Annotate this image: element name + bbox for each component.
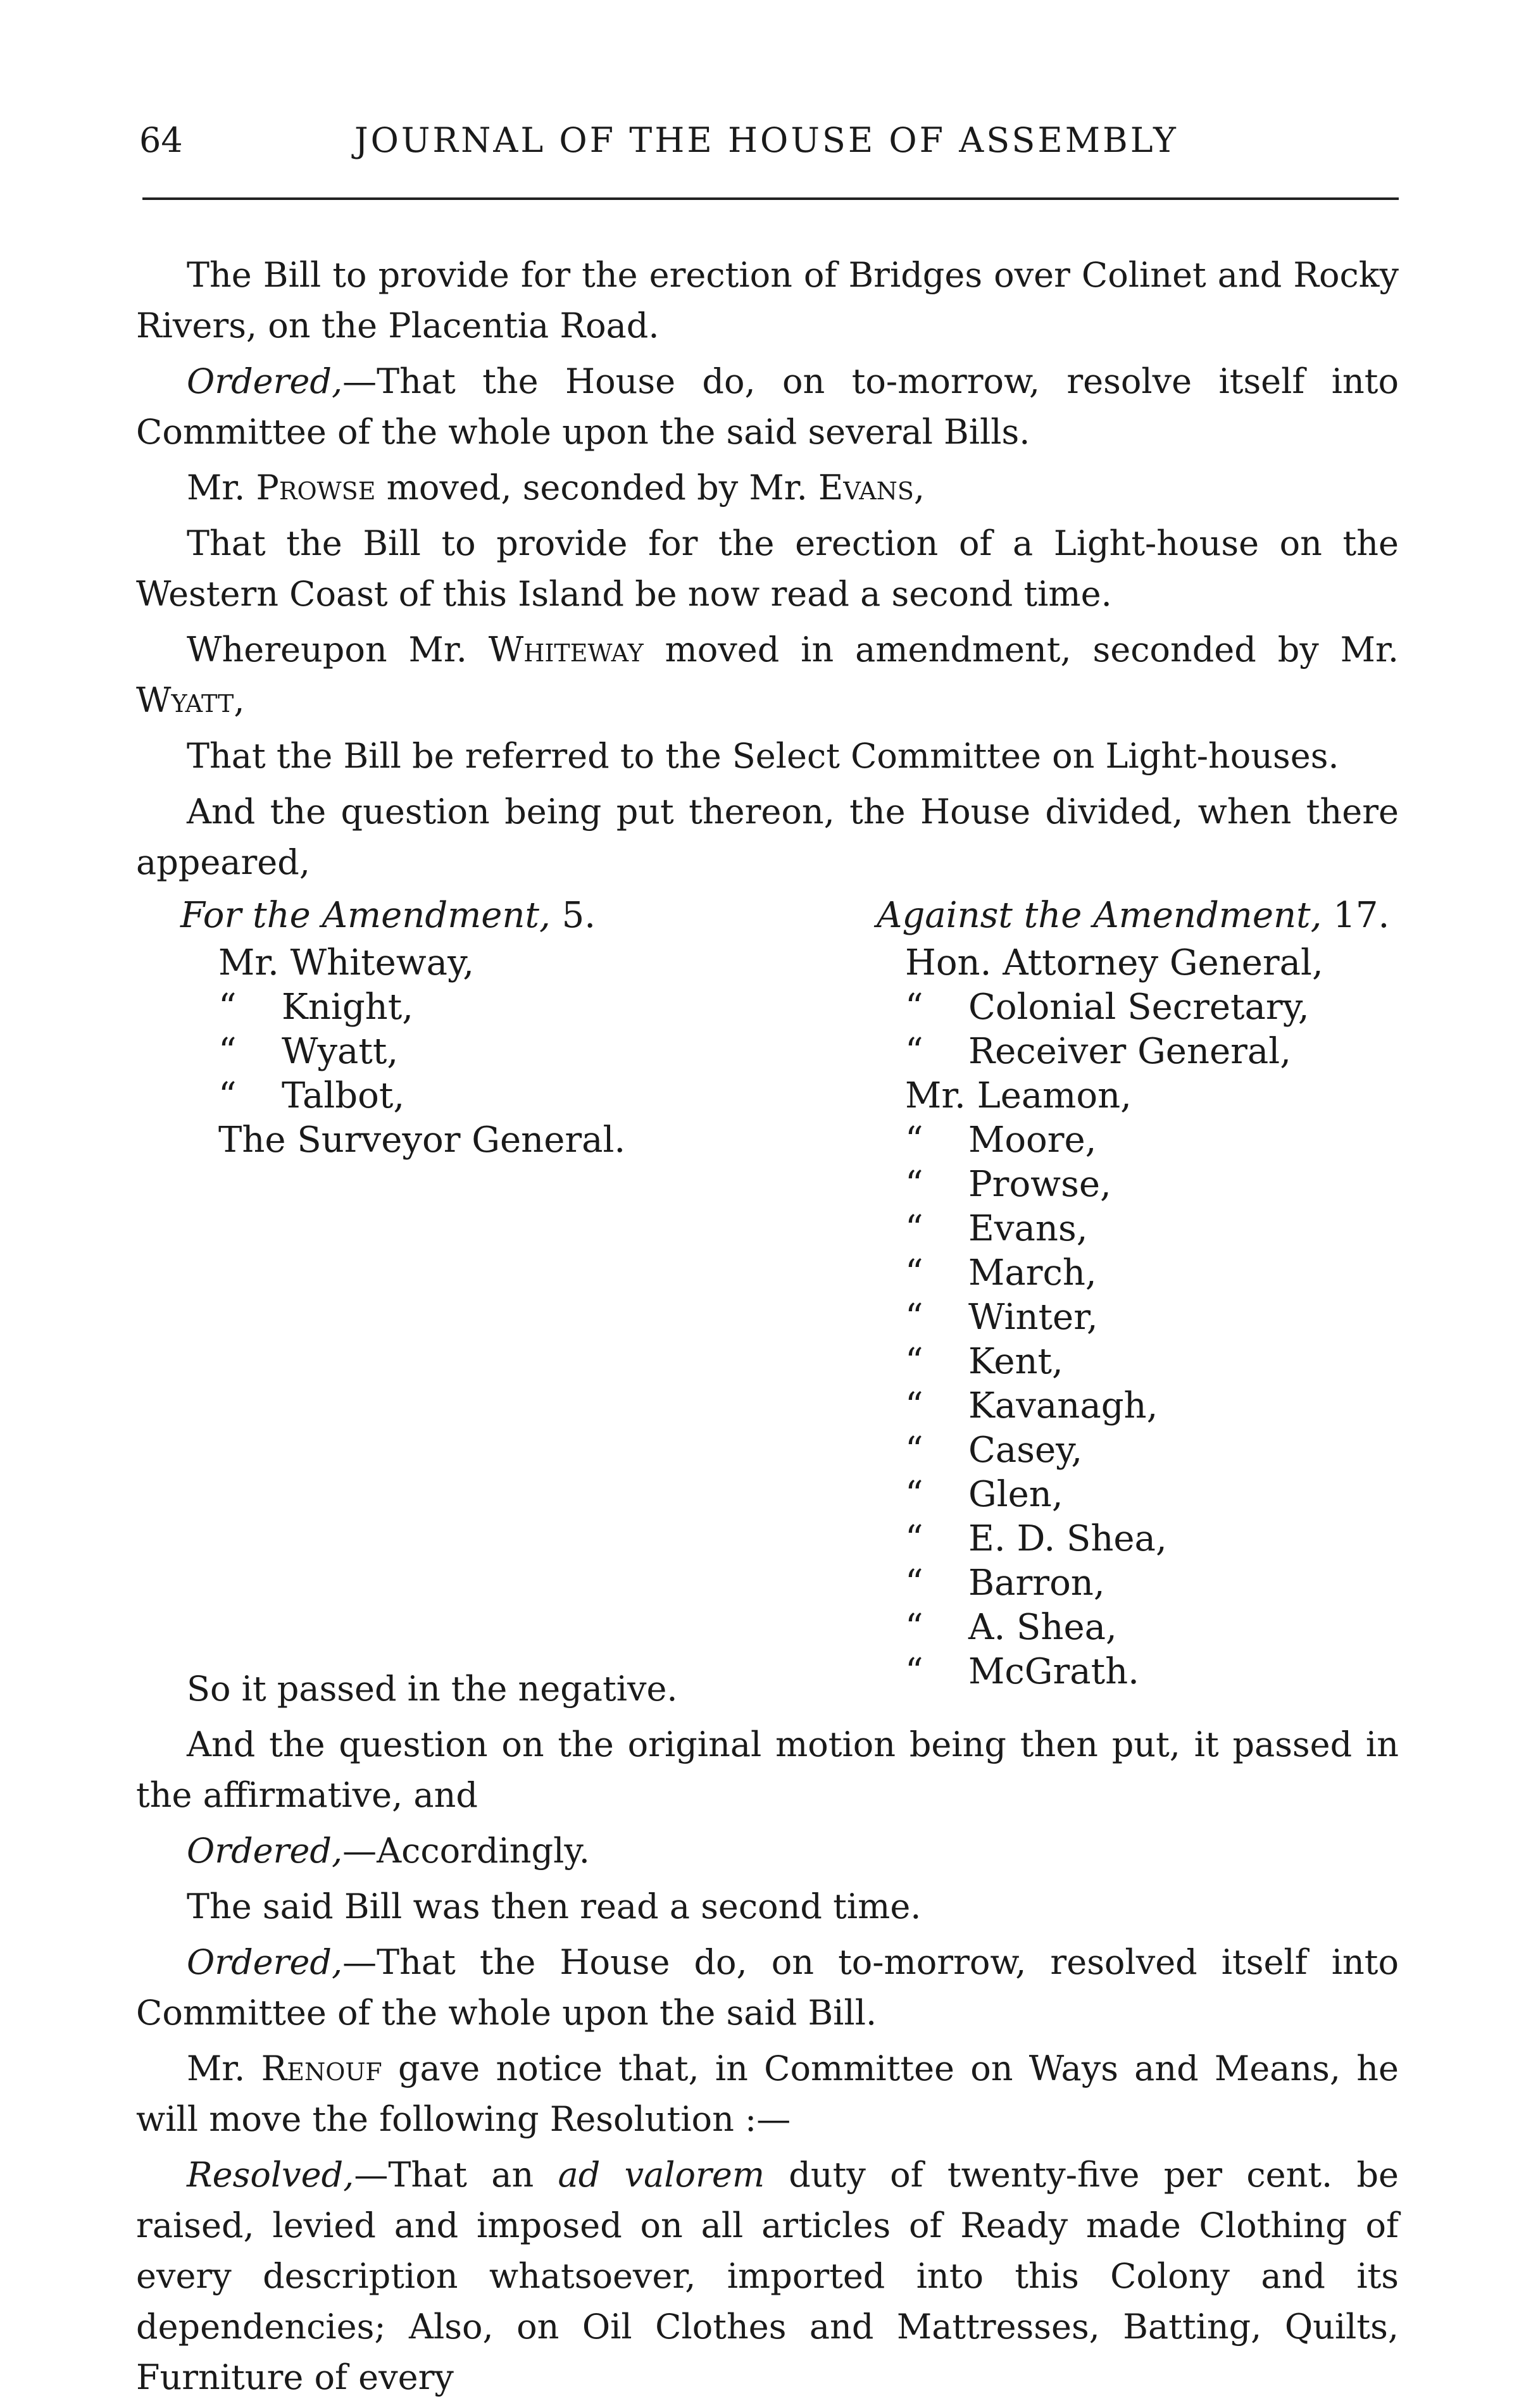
against-member-entry <box>877 1428 1396 1473</box>
ditto-mark: “ <box>905 1031 923 1072</box>
ordered-label: Ordered, <box>187 1942 343 1982</box>
against-member-entry <box>877 1251 1396 1295</box>
ditto-mark: “ <box>905 1518 923 1559</box>
against-member-entry <box>877 1030 1396 1074</box>
resolution-text: duty of twenty-five per cent. be raised, levied and imposed on all articles of Ready made Clothing of every description whatsoever, imported into this Colony and its dependencies; Also, on Oil Clothes and Mattresses, Batting, Quilts, Furniture of every <box>136 2155 1399 2397</box>
member-name: Whiteway, <box>278 942 475 983</box>
ditto-mark: “ <box>905 1164 923 1205</box>
ditto-mark: “ <box>905 1252 923 1294</box>
for-amendment-heading <box>180 893 750 939</box>
paragraph-division-intro: And the question being put thereon, the House divided, when there appeared, <box>136 792 1399 882</box>
member-name: Attorney General, <box>991 942 1323 983</box>
member-name: Colonial Secretary, <box>968 987 1310 1028</box>
ordered-text: —That the House do, on to-morrow, resolved itself into Committee of the whole upon the said Bill. <box>136 1942 1399 2033</box>
against-member-entry <box>877 1074 1396 1118</box>
paragraph-original-motion: And the question on the original motion being then put, it passed in the affirmative, and <box>136 1725 1399 1815</box>
ordered-label: Ordered, <box>187 1831 343 1871</box>
member-title: Mr. <box>218 942 279 983</box>
member-name: E. D. Shea, <box>968 1518 1167 1559</box>
member-name: Barron, <box>968 1563 1105 1604</box>
journal-body <box>136 250 1399 2408</box>
member-name: Knight, <box>282 987 414 1028</box>
member-name: Prowse, <box>968 1164 1111 1205</box>
member-wyatt: Wyatt <box>136 680 234 720</box>
member-name: Wyatt, <box>282 1031 399 1072</box>
paragraph-notice <box>136 2043 1399 2145</box>
paragraph-referral: That the Bill be referred to the Select Committee on Light-houses. <box>187 736 1339 776</box>
ditto-mark: “ <box>218 1075 237 1116</box>
amendment-text: Whereupon Mr. <box>187 630 489 670</box>
ordered-text: —That the House do, on to-morrow, resolve itself into Committee of the whole upon the said several Bills. <box>136 361 1399 452</box>
ditto-mark: “ <box>905 1120 923 1161</box>
against-member-entry <box>877 1561 1396 1606</box>
running-title: JOURNAL OF THE HOUSE OF ASSEMBLY <box>354 120 1178 160</box>
against-member-entry <box>877 1163 1396 1207</box>
member-title: Mr. <box>905 1075 966 1116</box>
member-name: Moore, <box>968 1120 1097 1161</box>
member-name: March, <box>968 1252 1097 1294</box>
member-name: Kavanagh, <box>968 1385 1158 1426</box>
paragraph-resolution <box>136 2150 1399 2403</box>
member-name: Talbot, <box>282 1075 405 1116</box>
for-member-entry <box>180 985 750 1030</box>
against-member-entry <box>877 985 1396 1030</box>
against-member-entry <box>877 1295 1396 1340</box>
against-member-entry <box>877 1207 1396 1251</box>
for-amendment-names <box>180 941 750 1163</box>
against-count: 17. <box>1322 895 1390 936</box>
member-name: Evans, <box>968 1208 1088 1249</box>
page-header <box>139 120 1399 171</box>
against-member-entry <box>877 1650 1396 1694</box>
for-member-entry <box>180 1030 750 1074</box>
member-name: Leamon, <box>965 1075 1132 1116</box>
paragraph-ordered-accordingly <box>136 1826 1399 1876</box>
paragraph-second-reading: The said Bill was then read a second time. <box>187 1887 922 1926</box>
ditto-mark: “ <box>905 1385 923 1426</box>
paragraph-lighthouse-bill: That the Bill to provide for the erection of a Light-house on the Western Coast of this Island be now read a second time. <box>136 523 1399 614</box>
motion-text: moved, seconded by Mr. <box>375 468 818 508</box>
against-amendment-names <box>877 941 1396 1694</box>
against-member-entry <box>877 1340 1396 1384</box>
paragraph-ordered-tomorrow <box>136 1937 1399 2038</box>
notice-text: gave notice that, in Committee on Ways and Means, he will move the following Resolution :— <box>136 2049 1399 2139</box>
motion-text: , <box>913 468 925 508</box>
ditto-mark: “ <box>905 1651 923 1692</box>
against-member-entry <box>877 1118 1396 1163</box>
ditto-mark: “ <box>905 1297 923 1338</box>
against-member-entry <box>877 1473 1396 1517</box>
ditto-mark: “ <box>905 1430 923 1471</box>
member-name: Kent, <box>968 1341 1063 1382</box>
for-member-entry <box>180 941 750 985</box>
ditto-mark: “ <box>218 1031 237 1072</box>
for-heading-label: For the Amendment, <box>180 895 551 936</box>
paragraph-bridges-bill: The Bill to provide for the erection of Bridges over Colinet and Rocky Rivers, on the Placentia Road. <box>136 255 1399 346</box>
ad-valorem-term: ad valorem <box>558 2155 765 2195</box>
against-member-entry <box>877 941 1396 985</box>
amendment-text: , <box>234 680 245 720</box>
member-name: Glen, <box>968 1474 1063 1515</box>
for-count: 5. <box>550 895 596 936</box>
ordered-label: Ordered, <box>187 361 343 401</box>
page-number: 64 <box>139 120 183 160</box>
member-whiteway: Whiteway <box>488 630 644 670</box>
ordered-text: —Accordingly. <box>342 1831 590 1871</box>
against-member-entry <box>877 1606 1396 1650</box>
member-name: Casey, <box>968 1430 1083 1471</box>
notice-text: Mr. <box>187 2049 261 2088</box>
member-prowse: Prowse <box>256 468 376 508</box>
motion-text: Mr. <box>187 468 256 508</box>
member-name: A. Shea, <box>968 1607 1117 1648</box>
against-amendment-column <box>877 893 1396 1694</box>
amendment-text: moved in amendment, seconded by Mr. <box>643 630 1399 670</box>
ditto-mark: “ <box>905 1563 923 1604</box>
ditto-mark: “ <box>905 987 923 1028</box>
member-renouf: Renouf <box>261 2049 382 2088</box>
header-rule <box>142 197 1399 200</box>
paragraph-motion <box>136 463 1399 513</box>
member-title: Hon. <box>905 942 992 983</box>
for-member-entry <box>180 1118 750 1163</box>
ditto-mark: “ <box>218 987 237 1028</box>
resolution-text: —That an <box>354 2155 558 2195</box>
for-member-entry <box>180 1074 750 1118</box>
ditto-mark: “ <box>905 1341 923 1382</box>
member-name: The Surveyor General. <box>218 1120 626 1161</box>
for-amendment-column <box>180 893 750 1163</box>
against-member-entry <box>877 1517 1396 1561</box>
paragraph-amendment <box>136 625 1399 726</box>
against-member-entry <box>877 1384 1396 1428</box>
paragraph-negative: So it passed in the negative. <box>187 1669 678 1709</box>
against-heading-label: Against the Amendment, <box>877 895 1322 936</box>
ditto-mark: “ <box>905 1474 923 1515</box>
ditto-mark: “ <box>905 1607 923 1648</box>
paragraph-ordered-committee <box>136 356 1399 458</box>
member-name: McGrath. <box>968 1651 1139 1692</box>
against-amendment-heading <box>877 893 1396 939</box>
member-evans: Evans <box>818 468 914 508</box>
member-name: Receiver General, <box>968 1031 1292 1072</box>
resolved-label: Resolved, <box>187 2155 354 2195</box>
member-name: Winter, <box>968 1297 1098 1338</box>
ditto-mark: “ <box>905 1208 923 1249</box>
